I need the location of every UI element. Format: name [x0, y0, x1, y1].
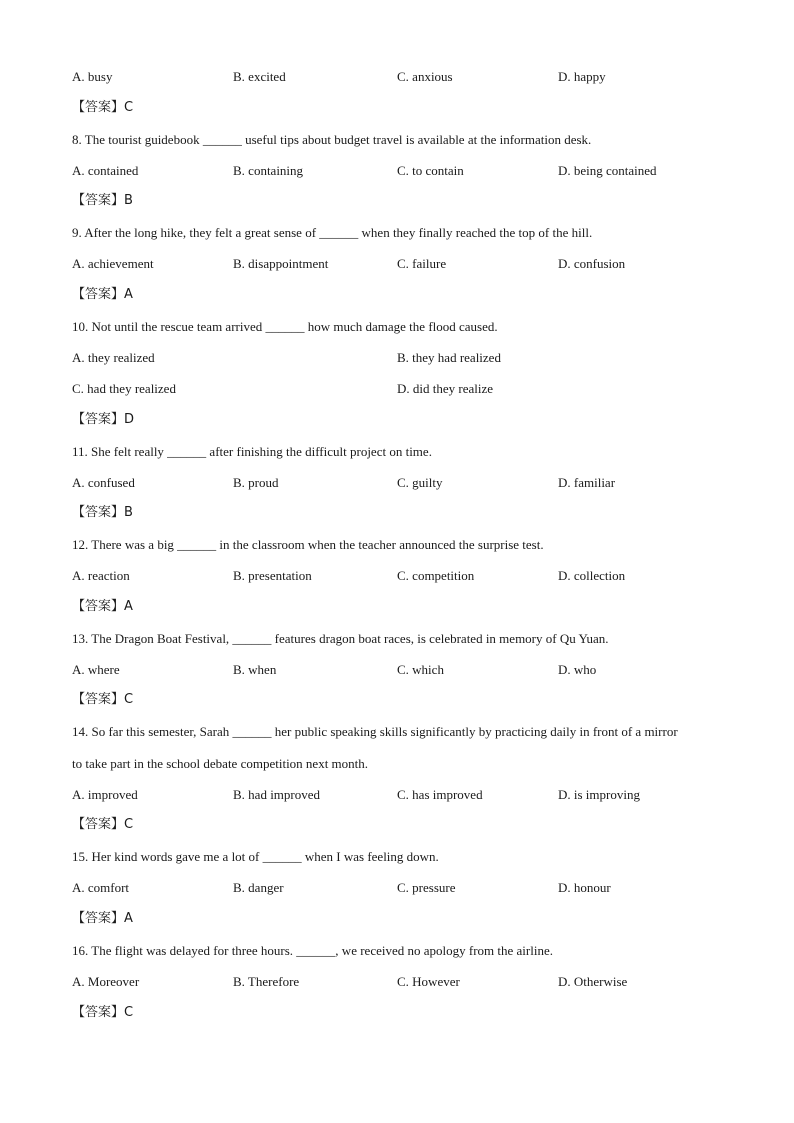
answer-line: 【答案】A [72, 911, 133, 926]
option-c: C. anxious [397, 69, 453, 84]
answer-line: 【答案】C [72, 1005, 134, 1020]
question-8: 8. The tourist guidebook ______ useful tips about budget travel is available at the information desk. [72, 132, 592, 147]
option-d: D. familiar [558, 475, 616, 490]
option-a: A. improved [72, 787, 138, 802]
answer-line: 【答案】C [72, 692, 134, 707]
option-c: C. had they realized [72, 381, 176, 396]
option-b: B. containing [233, 163, 304, 178]
option-c: C. guilty [397, 475, 443, 490]
answer-line: 【答案】B [72, 193, 133, 208]
option-c: C. pressure [397, 880, 456, 895]
option-a: A. busy [72, 69, 113, 84]
option-d: D. did they realize [397, 381, 494, 396]
question-12: 12. There was a big ______ in the classroom when the teacher announced the surprise test. [72, 537, 544, 552]
option-c: C. competition [397, 568, 475, 583]
question-14: 14. So far this semester, Sarah ______ her public speaking skills significantly by practicing daily in front of a mirror [72, 724, 678, 739]
option-d: D. is improving [558, 787, 640, 802]
option-a: A. comfort [72, 880, 130, 895]
option-b: B. when [233, 662, 277, 677]
option-c: C. However [397, 974, 460, 989]
option-c: C. failure [397, 256, 447, 271]
option-b: B. presentation [233, 568, 312, 583]
option-d: D. collection [558, 568, 626, 583]
answer-line: 【答案】C [72, 817, 134, 832]
option-d: D. honour [558, 880, 611, 895]
question-14-continued: to take part in the school debate competition next month. [72, 756, 369, 771]
option-c: C. to contain [397, 163, 464, 178]
option-b: B. proud [233, 475, 279, 490]
option-a: A. where [72, 662, 120, 677]
option-a: A. Moreover [72, 974, 140, 989]
option-b: B. danger [233, 880, 284, 895]
option-a: A. reaction [72, 568, 130, 583]
option-b: B. they had realized [397, 350, 501, 365]
option-d: D. happy [558, 69, 606, 84]
option-d: D. confusion [558, 256, 626, 271]
question-9: 9. After the long hike, they felt a great sense of ______ when they finally reached the top of the hill. [72, 225, 593, 240]
answer-line: 【答案】D [72, 412, 135, 427]
answer-line: 【答案】B [72, 505, 133, 520]
question-15: 15. Her kind words gave me a lot of ______ when I was feeling down. [72, 849, 439, 864]
option-b: B. had improved [233, 787, 321, 802]
option-d: D. Otherwise [558, 974, 628, 989]
question-16: 16. The flight was delayed for three hours. ______, we received no apology from the airline. [72, 943, 553, 958]
question-13: 13. The Dragon Boat Festival, ______ features dragon boat races, is celebrated in memory of Qu Yuan. [72, 631, 609, 646]
option-a: A. confused [72, 475, 135, 490]
option-b: B. excited [233, 69, 286, 84]
answer-line: 【答案】A [72, 287, 133, 302]
question-11: 11. She felt really ______ after finishing the difficult project on time. [72, 444, 432, 459]
question-10: 10. Not until the rescue team arrived ______ how much damage the flood caused. [72, 319, 498, 334]
option-c: C. has improved [397, 787, 483, 802]
option-a: A. achievement [72, 256, 154, 271]
option-d: D. who [558, 662, 597, 677]
option-c: C. which [397, 662, 444, 677]
option-b: B. Therefore [233, 974, 300, 989]
answer-line: 【答案】C [72, 100, 134, 115]
option-a: A. they realized [72, 350, 155, 365]
answer-line: 【答案】A [72, 599, 133, 614]
option-b: B. disappointment [233, 256, 329, 271]
option-a: A. contained [72, 163, 139, 178]
option-d: D. being contained [558, 163, 657, 178]
